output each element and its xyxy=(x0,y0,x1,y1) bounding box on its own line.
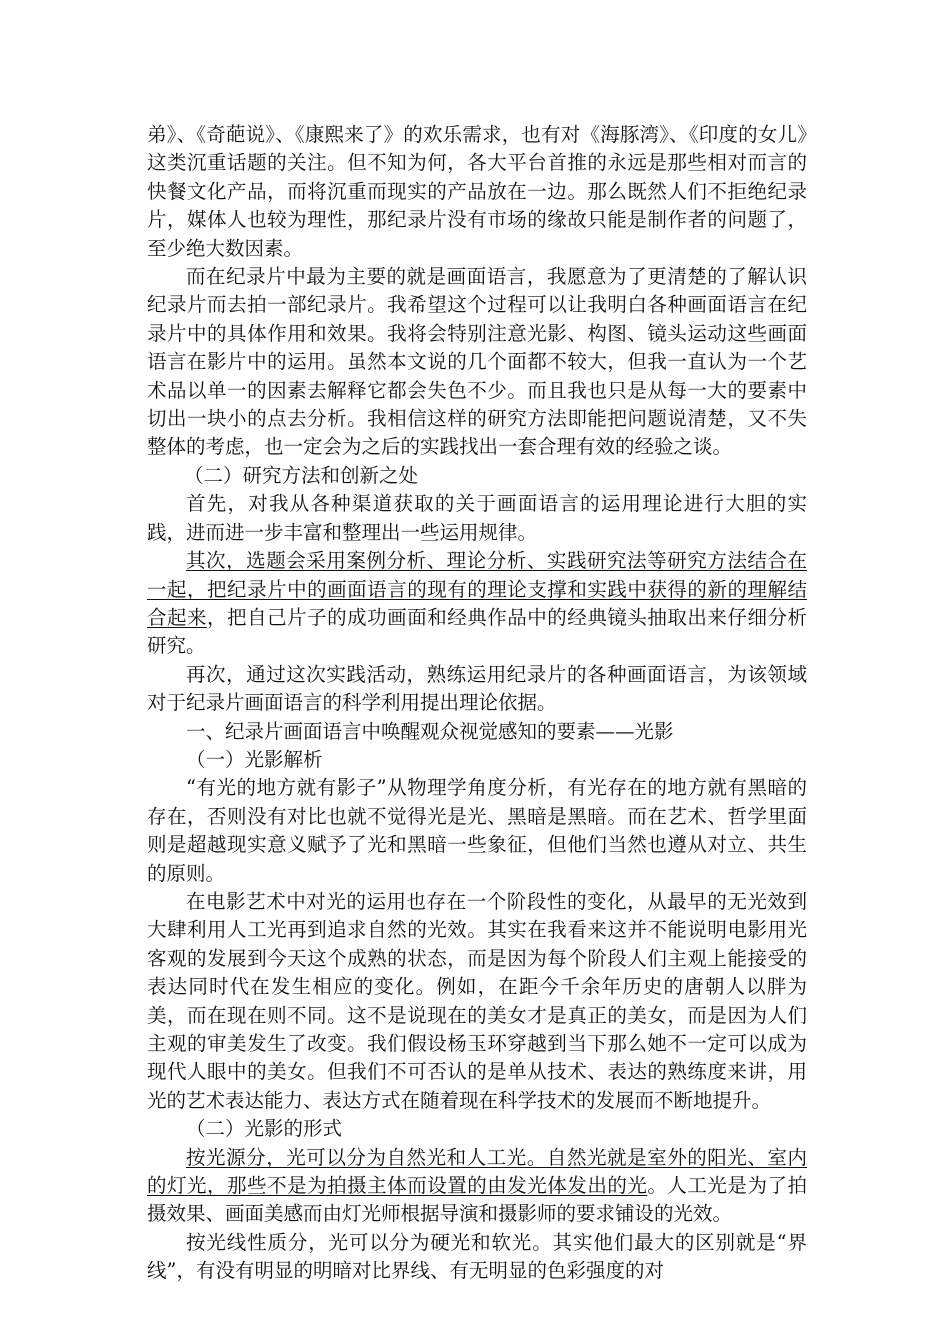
body-paragraph: 首先，对我从各种渠道获取的关于画面语言的运用理论进行大胆的实践，进而进一步丰富和整理出一些运用规律。 xyxy=(147,492,807,544)
body-paragraph: “有光的地方就有影子”从物理学角度分析，有光存在的地方就有黑暗的存在，否则没有对比也就不觉得光是光、黑暗是黑暗。而在艺术、哲学里面则是超越现实意义赋予了光和黑暗一些象征，但他们当然也遵从对立、共生的原则。 xyxy=(147,776,807,885)
body-paragraph xyxy=(147,547,807,661)
body-paragraph: 在电影艺术中对光的运用也存在一个阶段性的变化，从最早的无光效到大肆利用人工光再到追求自然的光效。其实在我看来这并不能说明电影用光客观的发展到今天这个成熟的状态，而是因为每个阶段人们主观上能接受的表达同时代在发生相应的变化。例如，在距今千余年历史的唐朝人以胖为美，而在现在则不同。这不是说现在的美女才是真正的美女，而是因为人们主观的审美发生了改变。我们假设杨玉环穿越到当下那么她不一定可以成为现代人眼中的美女。但我们不可否认的是单从技术、表达的熟练度来讲，用光的艺术表达能力、表达方式在随着现在科学技术的发展而不断地提升。 xyxy=(147,889,807,1112)
section-heading: （一）光影解析 xyxy=(186,747,323,771)
body-paragraph: 而在纪录片中最为主要的就是画面语言，我愿意为了更清楚的了解认识纪录片而去拍一部纪录片。我希望这个过程可以让我明白各种画面语言在纪录片中的具体作用和效果。我将会特别注意光影、构图、镜头运动这些画面语言在影片中的运用。虽然本文说的几个面都不较大，但我一直认为一个艺术品以单一的因素去解释它都会失色不少。而且我也只是从每一大的要素中切出一块小的点去分析。我相信这样的研究方法即能把问题说清楚，又不失整体的考虑，也一定会为之后的实践找出一套合理有效的经验之谈。 xyxy=(147,265,807,459)
chapter-heading: 一、纪录片画面语言中唤醒观众视觉感知的要素——光影 xyxy=(186,719,674,743)
body-text: ，把自己片子的成功画面和经典作品中的经典镜头抽取出来仔细分析研究。 xyxy=(147,605,807,658)
underlined-text: 其次，选题会采用案例分析、理论分析、实践研究法等研究方法结合在一起，把纪录片中的画面语言的现有的理论支撑和实践中获得的新的理解结合起来 xyxy=(147,549,807,629)
body-paragraph: 弟》、《奇葩说》、《康熙来了》的欢乐需求，也有对《海豚湾》、《印度的女儿》这类沉重话题的关注。但不知为何，各大平台首推的永远是那些相对而言的快餐文化产品，而将沉重而现实的产品放在一边。那么既然人们不拒绝纪录片，媒体人也较为理性，那纪录片没有市场的缘故只能是制作者的问题了，至少绝大数因素。 xyxy=(147,123,807,260)
body-text: 。人工光是为了拍摄效果、画面美感而由灯光师根据导演和摄影师的要求铺设的光效。 xyxy=(147,1174,807,1226)
section-heading: （二）研究方法和创新之处 xyxy=(184,463,419,487)
body-paragraph: 按光线性质分，光可以分为硬光和软光。其实他们最大的区别就是“界线”，有没有明显的明暗对比界线、有无明显的色彩强度的对 xyxy=(147,1230,807,1283)
body-paragraph: 再次，通过这次实践活动，熟练运用纪录片的各种画面语言，为该领域对于纪录片画面语言的科学利用提出理论依据。 xyxy=(147,662,807,715)
section-heading: （二）光影的形式 xyxy=(186,1117,343,1141)
document-page xyxy=(147,121,807,1286)
body-paragraph xyxy=(147,1144,807,1229)
underlined-text: 按光源分，光可以分为自然光和人工光。自然光就是室外的阳光、室内的灯光，那些不是为拍摄主体而设置的由发光体发出的光 xyxy=(147,1145,807,1198)
